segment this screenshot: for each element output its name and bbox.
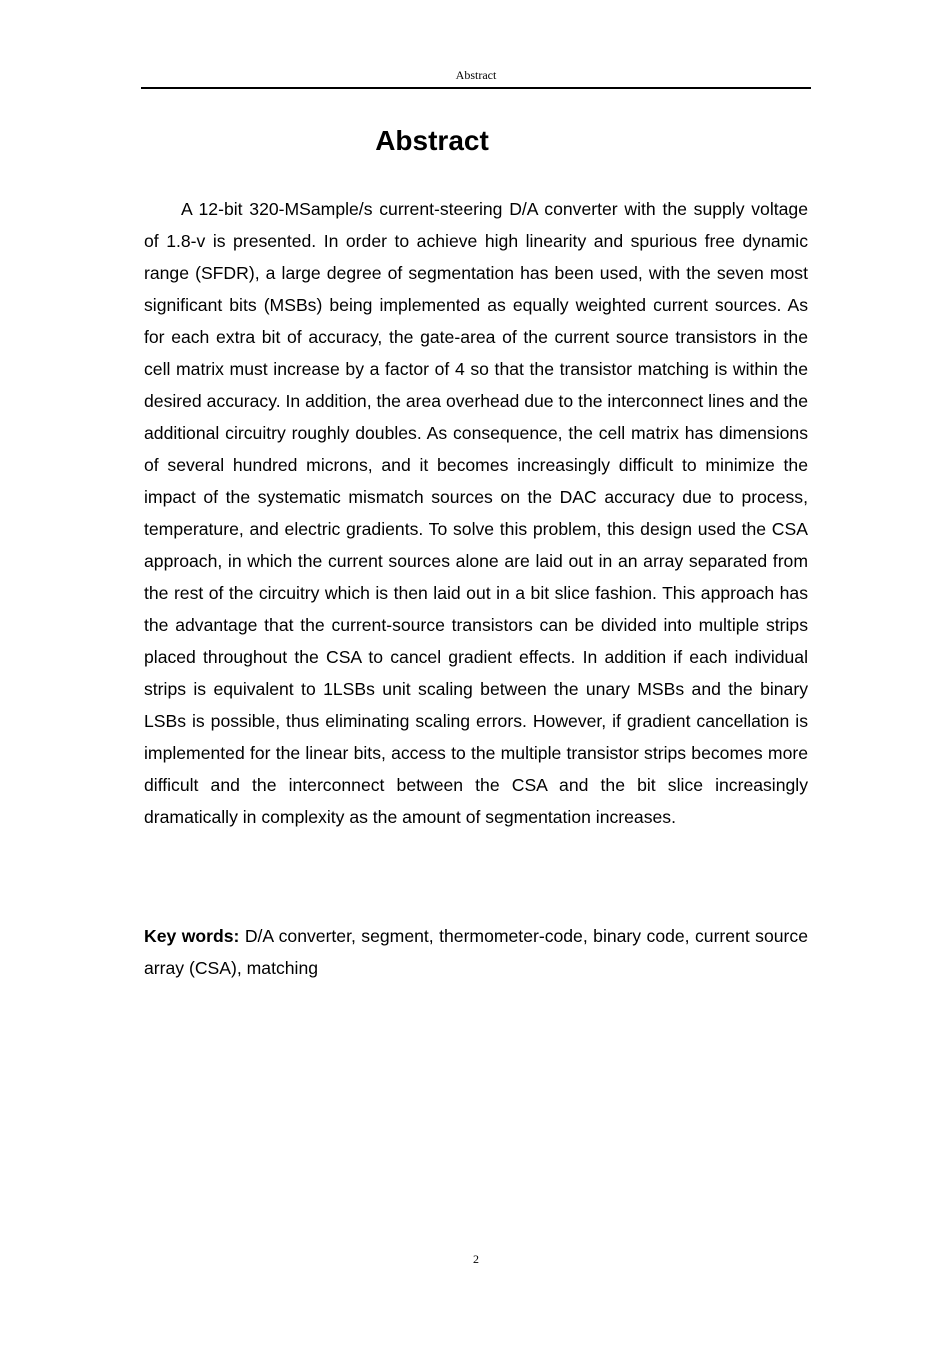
keywords	[144, 920, 808, 984]
page-number: 2	[473, 1252, 479, 1266]
page-title: Abstract	[375, 125, 489, 156]
keywords-text: D/A converter, segment, thermometer-code, binary code, current source array (CSA), matching	[144, 926, 808, 978]
running-header: Abstract	[141, 66, 811, 89]
keywords-label: Key words:	[144, 926, 240, 946]
abstract-paragraph: A 12-bit 320-MSample/s current-steering D/A converter with the supply voltage of 1.8-v is presented. In order to achieve high linearity and spurious free dynamic range (SFDR), a large degree of segmentation has been used, with the seven most significant bits (MSBs) being implemented as equally weighted current sources. As for each extra bit of accuracy, the gate-area of the current source transistors in the cell matrix must increase by a factor of 4 so that the transistor matching is within the desired accuracy. In addition, the area overhead due to the interconnect lines and the additional circuitry roughly doubles. As consequence, the cell matrix has dimensions of several hundred microns, and it becomes increasingly difficult to minimize the impact of the systematic mismatch sources on the DAC accuracy due to process, temperature, and electric gradients. To solve this problem, this design used the CSA approach, in which the current sources alone are laid out in an array separated from the rest of the circuitry which is then laid out in a bit slice fashion. This approach has the advantage that the current-source transistors can be divided into multiple strips placed throughout the CSA to cancel gradient effects. In addition if each individual strips is equivalent to 1LSBs unit scaling between the unary MSBs and the binary LSBs is possible, thus eliminating scaling errors. However, if gradient cancellation is implemented for the linear bits, access to the multiple transistor strips becomes more difficult and the interconnect between the CSA and the bit slice increasingly dramatically in complexity as the amount of segmentation increases.	[144, 199, 808, 827]
